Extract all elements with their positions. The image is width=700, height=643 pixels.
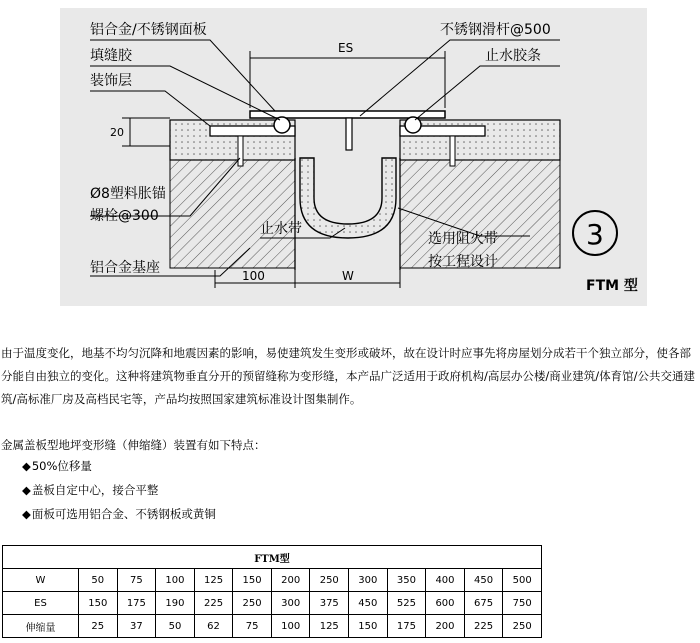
feature-item: ◆盖板自定中心，接合平整	[22, 483, 159, 497]
bullet-icon: ◆	[22, 483, 31, 497]
table-cell: 75	[233, 615, 272, 638]
bullet-icon: ◆	[22, 507, 31, 521]
table-cell: 200	[426, 615, 465, 638]
table-cell: 150	[79, 592, 118, 615]
table-row	[3, 592, 542, 615]
row-head: W	[3, 569, 79, 592]
table-cell: 250	[233, 592, 272, 615]
table-cell: 350	[387, 569, 426, 592]
table-cell: 200	[271, 569, 310, 592]
table-cell: 150	[233, 569, 272, 592]
table-cell: 150	[349, 615, 388, 638]
table-row	[3, 569, 542, 592]
table-cell: 225	[194, 592, 233, 615]
table-cell: 675	[464, 592, 503, 615]
table-cell: 125	[194, 569, 233, 592]
anchor-left	[238, 136, 243, 166]
substrate-right	[400, 160, 560, 268]
gasket-left	[274, 117, 290, 133]
table-cell: 225	[464, 615, 503, 638]
table-cell: 500	[503, 569, 542, 592]
table-cell: 450	[464, 569, 503, 592]
row-head: 伸缩量	[3, 615, 79, 638]
table-cell: 250	[310, 569, 349, 592]
table-row	[3, 615, 542, 638]
label-anchor-1: Ø8塑料胀锚	[90, 186, 166, 202]
table-cell: 300	[271, 592, 310, 615]
label-es: ES	[338, 41, 354, 55]
table-cell: 100	[271, 615, 310, 638]
table-cell: 525	[387, 592, 426, 615]
anchor-right	[450, 136, 455, 166]
label-waterstop-belt: 止水带	[260, 221, 302, 237]
features-title: 金属盖板型地坪变形缝（伸缩缝）装置有如下特点：	[1, 438, 266, 452]
table-cell: 450	[349, 592, 388, 615]
detail-number: 3	[586, 218, 604, 251]
label-slide-bolt: 不锈钢滑杆@500	[440, 22, 551, 38]
table-cell: 175	[387, 615, 426, 638]
section-drawing	[60, 8, 647, 306]
table-cell: 300	[349, 569, 388, 592]
gasket-right	[405, 117, 421, 133]
label-waterstop-strip: 止水胶条	[485, 48, 541, 64]
label-w: W	[342, 269, 354, 283]
spec-table	[2, 545, 542, 638]
label-dim-20: 20	[110, 126, 124, 139]
label-filler: 填缝胶	[90, 48, 132, 64]
table-cell: 125	[310, 615, 349, 638]
table-cell: 600	[426, 592, 465, 615]
table-cell: 250	[503, 615, 542, 638]
table-cell: 50	[156, 615, 195, 638]
feature-item: ◆50%位移量	[22, 459, 92, 473]
table-cell: 190	[156, 592, 195, 615]
table-cell: 62	[194, 615, 233, 638]
row-head: ES	[3, 592, 79, 615]
feature-item: ◆面板可选用铝合金、不锈钢板或黄铜	[22, 507, 216, 521]
bullet-icon: ◆	[22, 459, 31, 473]
label-type: FTM 型	[586, 278, 638, 294]
label-fire-belt-1: 选用阻火带	[428, 231, 498, 247]
table-cell: 50	[79, 569, 118, 592]
table-cell: 100	[156, 569, 195, 592]
label-fire-belt-2: 按工程设计	[428, 254, 498, 270]
slide-bolt	[346, 118, 352, 150]
label-dim-100: 100	[242, 269, 265, 283]
table-cell: 175	[117, 592, 156, 615]
table-cell: 75	[117, 569, 156, 592]
table-caption: FTM型	[3, 546, 542, 569]
intro-paragraph: 由于温度变化，地基不均匀沉降和地震因素的影响，易使建筑发生变形或破坏，故在设计时应事先将房屋划分成若干个独立部分，使各部分能自由独立的变化。这种将建筑物垂直分开的预留缝称为变形缝，本产品广泛适用于政府机构/高层办公楼/商业建筑/体育馆/公共交通建筑/高标准厂房及高档民宅等，产品均按照国家建筑标准设计图集制作。	[1, 346, 695, 406]
label-anchor-2: 螺栓@300	[90, 208, 159, 224]
table-cell: 25	[79, 615, 118, 638]
label-panel: 铝合金/不锈钢面板	[90, 22, 207, 38]
table-cell: 400	[426, 569, 465, 592]
table-cell: 750	[503, 592, 542, 615]
label-base: 铝合金基座	[90, 260, 160, 276]
table-cell: 37	[117, 615, 156, 638]
label-finish-layer: 装饰层	[90, 73, 132, 89]
table-cell: 375	[310, 592, 349, 615]
substrate-left	[170, 160, 295, 268]
